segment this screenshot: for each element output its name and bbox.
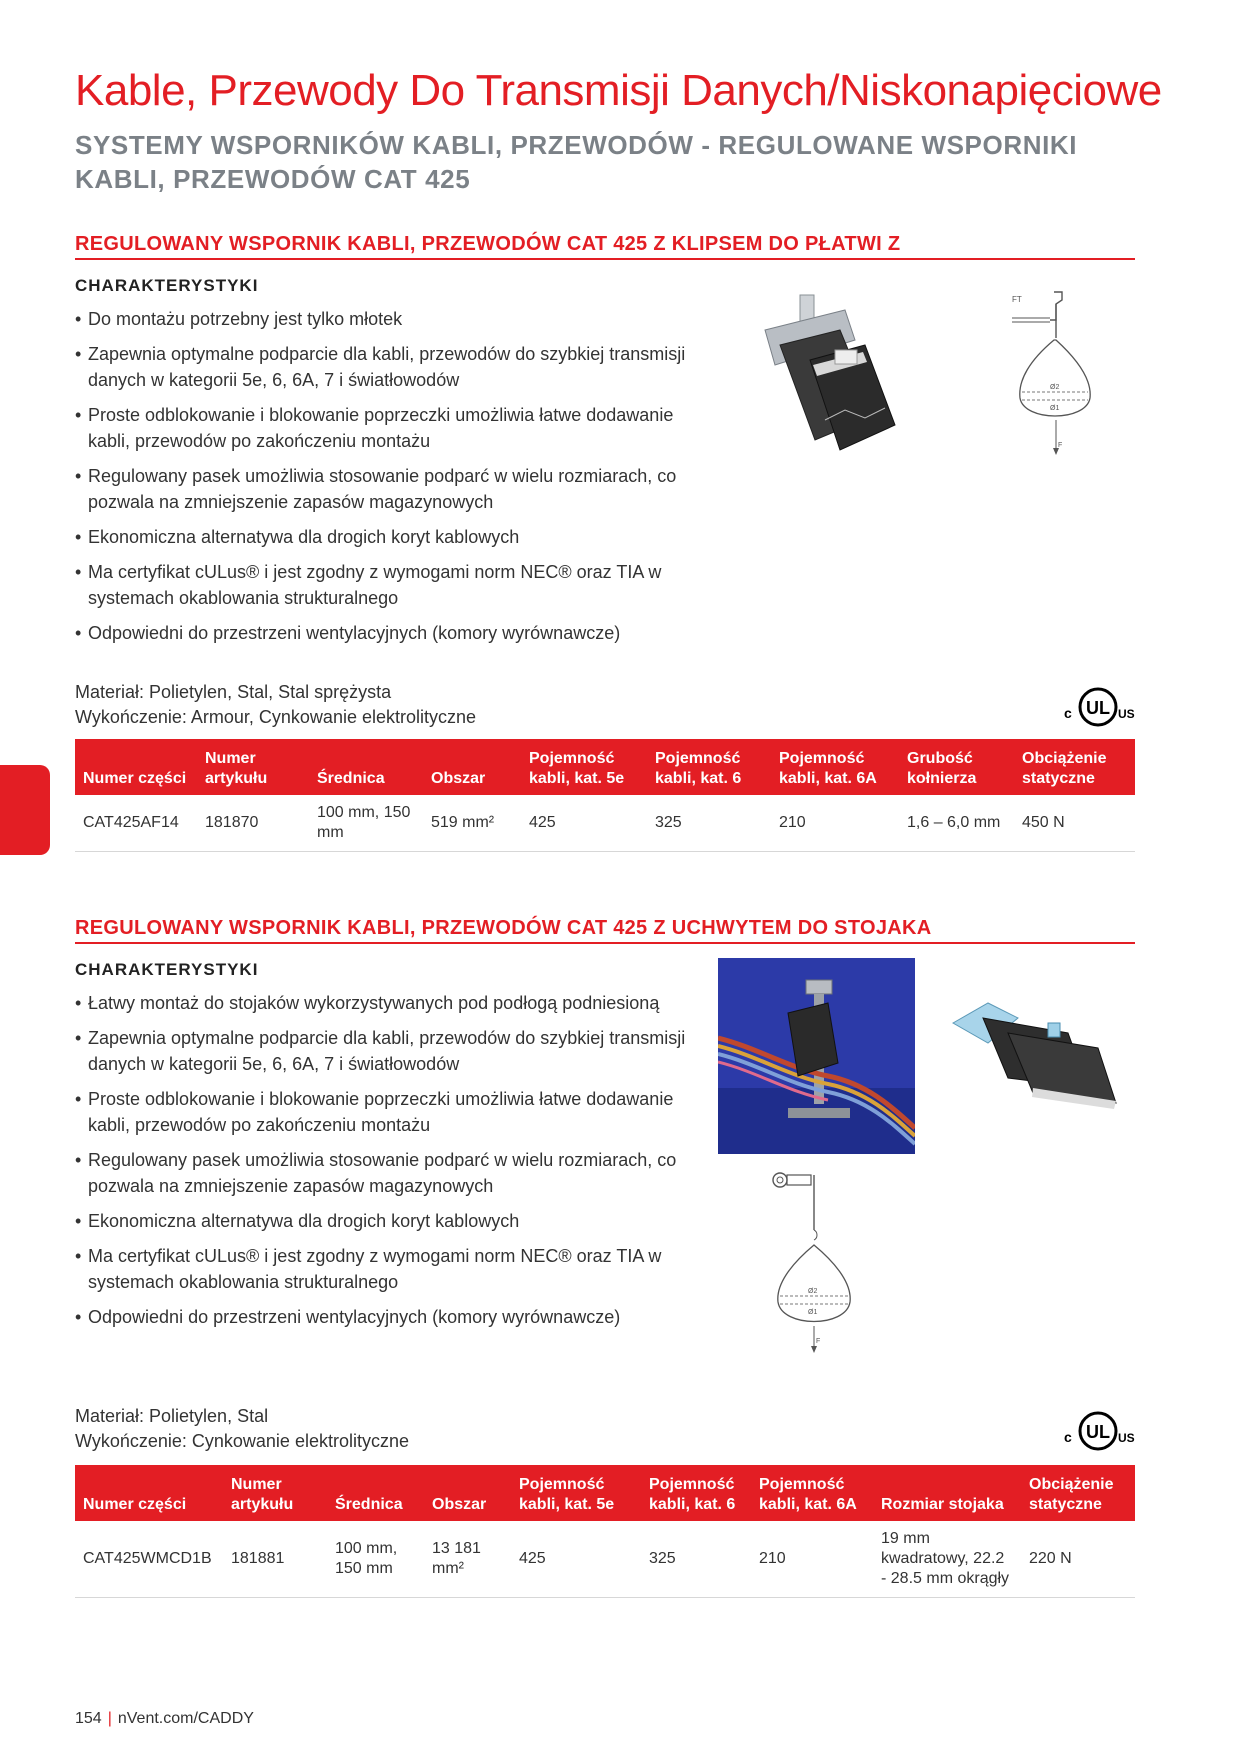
table-cell: 425 (511, 1521, 641, 1598)
table-cell: 220 N (1021, 1521, 1135, 1598)
drawing-label-d1: Ø1 (1050, 405, 1060, 412)
drawing-label-d2: Ø2 (1050, 384, 1060, 391)
table-cell: CAT425WMCD1B (75, 1521, 223, 1598)
table-header-cell: Numer artykułu (223, 1465, 327, 1521)
page-footer (75, 1710, 254, 1728)
section-1-title: REGULOWANY WSPORNIK KABLI, PRZEWODÓW CAT 425 Z KLIPSEM DO PŁATWI Z (75, 233, 901, 255)
page-subtitle: SYSTEMY WSPORNIKÓW KABLI, PRZEWODÓW - REGULOWANE WSPORNIKI KABLI, PRZEWODÓW CAT 425 (75, 130, 1078, 194)
feature-item: • Regulowany pasek umożliwia stosowanie podparć w wielu rozmiarach, co pozwala na zmniejszenie zapasów magazynowych (75, 1147, 690, 1199)
table-header-cell: Obciążenie statyczne (1014, 739, 1135, 795)
svg-text:US: US (1118, 1431, 1135, 1445)
feature-item: • Ekonomiczna alternatywa dla drogich koryt kablowych (75, 1208, 690, 1234)
section-2-features-heading: CHARAKTERYSTYKI (75, 960, 259, 979)
feature-item: • Odpowiedni do przestrzeni wentylacyjnych (komory wyrównawcze) (75, 1304, 690, 1330)
drawing-label-ft: FT (1012, 295, 1022, 304)
table-cell: 519 mm² (423, 795, 521, 852)
section-1-finish: Wykończenie: Armour, Cynkowanie elektrolityczne (75, 707, 477, 727)
feature-item: • Zapewnia optymalne podparcie dla kabli, przewodów do szybkiej transmisji danych w kategorii 5e, 6, 6A, 7 i światłowodów (75, 1025, 690, 1077)
table-header-cell: Pojemność kabli, kat. 6 (641, 1465, 751, 1521)
table-cell: 100 mm, 150 mm (327, 1521, 424, 1598)
table-cell: CAT425AF14 (75, 795, 197, 852)
drawing-label-f: F (1058, 442, 1063, 449)
feature-item: • Ma certyfikat cULus® i jest zgodny z wymogami norm NEC® oraz TIA w systemach okablowania strukturalnego (75, 1243, 690, 1295)
table-header-cell: Numer części (75, 1465, 223, 1521)
table-cell: 13 181 mm² (424, 1521, 511, 1598)
table-header-row (75, 1465, 1135, 1521)
section-1-features-heading: CHARAKTERYSTYKI (75, 276, 259, 295)
feature-item: • Do montażu potrzebny jest tylko młotek (75, 306, 720, 332)
technical-drawing-2 (770, 1170, 860, 1355)
svg-text:US: US (1118, 707, 1135, 721)
section-2-material: Materiał: Polietylen, Stal (75, 1406, 269, 1426)
feature-item: • Regulowany pasek umożliwia stosowanie podparć w wielu rozmiarach, co pozwala na zmniejszenie zapasów magazynowych (75, 463, 720, 515)
table-header-cell: Obszar (424, 1465, 511, 1521)
svg-text:UL: UL (1086, 698, 1110, 718)
table-cell: 19 mm kwadratowy, 22.2 - 28.5 mm okrągły (873, 1521, 1021, 1598)
table-row (75, 1521, 1135, 1598)
feature-item: • Łatwy montaż do stojaków wykorzystywanych pod podłogą podniesioną (75, 990, 690, 1016)
footer-separator: | (107, 1710, 112, 1727)
table-header-cell: Średnica (327, 1465, 424, 1521)
drawing-label-f: F (816, 1338, 821, 1345)
table-header-cell: Pojemność kabli, kat. 5e (521, 739, 647, 795)
table-header-cell: Obciążenie statyczne (1021, 1465, 1135, 1521)
feature-item: • Odpowiedni do przestrzeni wentylacyjnych (komory wyrównawcze) (75, 620, 720, 646)
table-cell: 425 (521, 795, 647, 852)
table-header-cell: Numer części (75, 739, 197, 795)
table-header-cell: Numer artykułu (197, 739, 309, 795)
table-header-cell: Obszar (423, 739, 521, 795)
section-2-features (75, 990, 690, 1339)
table-header-cell: Rozmiar stojaka (873, 1465, 1021, 1521)
footer-link[interactable]: nVent.com/CADDY (117, 1710, 254, 1727)
section-tab (0, 765, 50, 855)
table-header-cell: Pojemność kabli, kat. 6 (647, 739, 771, 795)
table-header-cell: Pojemność kabli, kat. 5e (511, 1465, 641, 1521)
feature-item: • Ekonomiczna alternatywa dla drogich koryt kablowych (75, 524, 720, 550)
table-cell: 1,6 – 6,0 mm (899, 795, 1014, 852)
table-header-row (75, 739, 1135, 795)
page-number: 154 (75, 1710, 102, 1727)
feature-item: • Ma certyfikat cULus® i jest zgodny z wymogami norm NEC® oraz TIA w systemach okablowania strukturalnego (75, 559, 720, 611)
drawing-label-d2: Ø2 (808, 1288, 818, 1295)
table-header-cell: Pojemność kabli, kat. 6A (771, 739, 899, 795)
table-cell: 325 (641, 1521, 751, 1598)
table-header-cell: Grubość kołnierza (899, 739, 1014, 795)
table-cell: 100 mm, 150 mm (309, 795, 423, 852)
feature-item: • Zapewnia optymalne podparcie dla kabli, przewodów do szybkiej transmisji danych w kategorii 5e, 6, 6A, 7 i światłowodów (75, 341, 720, 393)
section-2-title: REGULOWANY WSPORNIK KABLI, PRZEWODÓW CAT 425 Z UCHWYTEM DO STOJAKA (75, 917, 932, 939)
section-1-rule (75, 258, 1135, 260)
svg-text:c: c (1064, 705, 1072, 721)
table-header-cell: Pojemność kabli, kat. 6A (751, 1465, 873, 1521)
table-cell: 450 N (1014, 795, 1135, 852)
table-header-cell: Średnica (309, 739, 423, 795)
product-photo-purlin-clip (755, 290, 935, 465)
svg-text:UL: UL (1086, 1422, 1110, 1442)
section-1-material: Materiał: Polietylen, Stal, Stal sprężysta (75, 682, 392, 702)
table-cell: 325 (647, 795, 771, 852)
section-2-rule (75, 942, 1135, 944)
section-2-finish: Wykończenie: Cynkowanie elektrolityczne (75, 1431, 409, 1451)
svg-text:c: c (1064, 1429, 1072, 1445)
ul-certification-logo (1060, 684, 1136, 730)
page-title: Kable, Przewody Do Transmisji Danych/Niskonapięciowe (75, 66, 1162, 115)
ul-certification-logo (1060, 1408, 1136, 1454)
section-2-spec-table (75, 1465, 1135, 1598)
section-1-spec-table (75, 739, 1135, 852)
feature-item: • Proste odblokowanie i blokowanie poprzeczki umożliwia łatwe dodawanie kabli, przewodów po zakończeniu montażu (75, 402, 720, 454)
table-cell: 181881 (223, 1521, 327, 1598)
feature-item: • Proste odblokowanie i blokowanie poprzeczki umożliwia łatwe dodawanie kabli, przewodów po zakończeniu montażu (75, 1086, 690, 1138)
table-row (75, 795, 1135, 852)
technical-drawing-1 (1010, 290, 1100, 460)
product-photo-stand-clip (948, 993, 1118, 1113)
table-cell: 210 (771, 795, 899, 852)
drawing-label-d1: Ø1 (808, 1309, 818, 1316)
table-cell: 181870 (197, 795, 309, 852)
product-photo-stand-installed (718, 958, 915, 1154)
table-cell: 210 (751, 1521, 873, 1598)
section-1-features (75, 306, 720, 655)
